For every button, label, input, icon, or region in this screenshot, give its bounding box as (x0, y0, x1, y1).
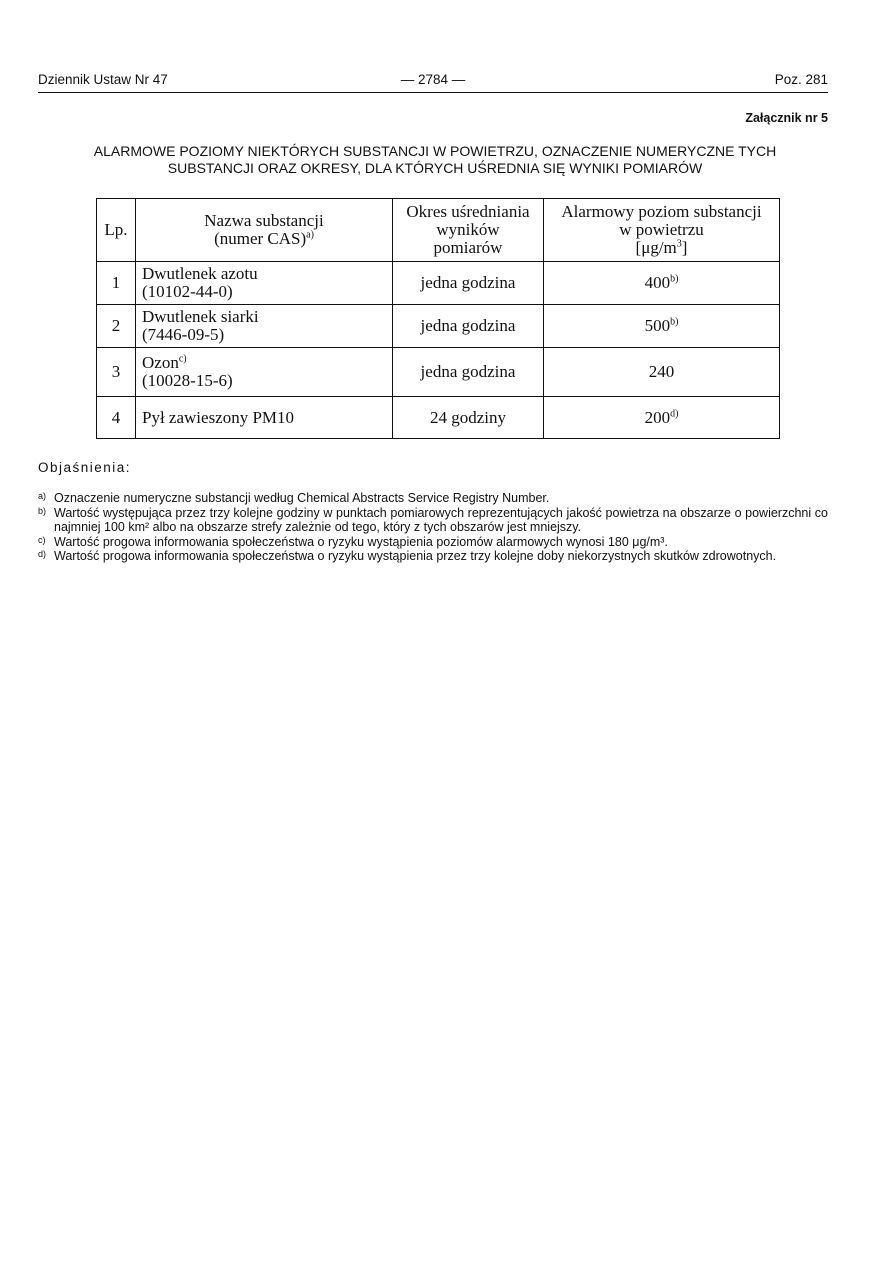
footnote-ref: c) (178, 353, 187, 365)
footnote-text: Oznaczenie numeryczne substancji według Chemical Abstracts Service Registry Number. (54, 491, 550, 505)
table-row (97, 397, 780, 439)
title-line-2: SUBSTANCJI ORAZ OKRESY, DLA KTÓRYCH UŚREDNIA SIĘ WYNIKI POMIARÓW (167, 160, 703, 176)
row-substance (136, 262, 393, 305)
header-period-line-3: pomiarów (433, 238, 503, 257)
footnote-item (38, 491, 828, 506)
header-name-line-1: Nazwa substancji (204, 211, 324, 230)
row-lp: 4 (97, 397, 136, 439)
header-level (544, 199, 780, 262)
header-level-line-2: w powietrzu (619, 220, 704, 239)
row-substance (136, 397, 393, 439)
unit-exponent: 3 (676, 238, 682, 250)
journal-name: Dziennik Ustaw Nr 47 (38, 72, 168, 87)
footnote-ref: a) (306, 229, 314, 241)
annex-label: Załącznik nr 5 (745, 111, 828, 125)
footnote-ref: b) (670, 273, 679, 285)
header-lp: Lp. (97, 199, 136, 262)
row-period: jedna godzina (393, 262, 544, 305)
substance-name: Dwutlenek azotu (142, 264, 258, 283)
substance-name: Pył zawieszony PM10 (142, 407, 295, 427)
footnote-text: Wartość występująca przez trzy kolejne godziny w punktach pomiarowych reprezentujących jakość powietrza na obszarze o powierzchni co najmniej 100 km² albo na obszarze strefy zależnie od tego, który z tych obszarów jest mniejszy. (54, 505, 828, 534)
substance-name: Ozon (142, 353, 179, 372)
row-lp: 2 (97, 305, 136, 348)
footnote-ref: d) (670, 407, 679, 419)
header-name-line-2: (numer CAS) (214, 229, 307, 248)
title-line-1: ALARMOWE POZIOMY NIEKTÓRYCH SUBSTANCJI W POWIETRZU, OZNACZENIE NUMERYCZNE TYCH (93, 143, 777, 159)
page-number: — 2784 — (400, 72, 466, 87)
row-substance (136, 348, 393, 397)
level-value: 500 (644, 316, 671, 335)
level-value: 400 (644, 273, 671, 292)
header-level-line-1: Alarmowy poziom substancji (561, 202, 762, 221)
explanations-heading: Objaśnienia: (38, 460, 132, 475)
footnote-item (38, 506, 828, 535)
substance-name: Dwutlenek siarki (142, 307, 259, 326)
level-value: 240 (648, 362, 675, 381)
row-period: 24 godziny (393, 397, 544, 439)
document-title (40, 143, 830, 177)
table-row (97, 305, 780, 348)
substance-cas: (10028-15-6) (142, 371, 233, 390)
row-lp: 1 (97, 262, 136, 305)
footnote-item (38, 549, 828, 564)
substance-cas: (7446-09-5) (142, 325, 225, 344)
footnote-ref: b) (670, 316, 679, 328)
table-row (97, 262, 780, 305)
row-period: jedna godzina (393, 348, 544, 397)
footnote-mark: c) (38, 534, 46, 545)
header-level-unit: [μg/m (635, 238, 677, 257)
row-period: jedna godzina (393, 305, 544, 348)
header-name (136, 199, 393, 262)
row-level (544, 397, 780, 439)
header-period-line-1: Okres uśredniania (406, 202, 530, 221)
footnote-item (38, 535, 828, 550)
substance-table (96, 198, 780, 439)
substance-cas: (10102-44-0) (142, 282, 233, 301)
row-lp: 3 (97, 348, 136, 397)
table-header-row (97, 199, 780, 262)
row-level (544, 348, 780, 397)
header-level-unit-close: ] (681, 238, 688, 257)
page-header (38, 70, 828, 93)
explanations-list (38, 491, 828, 564)
footnote-mark: a) (38, 491, 47, 501)
footnote-text: Wartość progowa informowania społeczeństwa o ryzyku wystąpienia przez trzy kolejne doby niekorzystnych skutków zdrowotnych. (54, 549, 777, 563)
level-value: 200 (644, 407, 671, 427)
footnote-mark: d) (38, 549, 47, 559)
footnote-text: Wartość progowa informowania społeczeństwa o ryzyku wystąpienia poziomów alarmowych wynosi 180 μg/m³. (54, 534, 668, 549)
table-row (97, 348, 780, 397)
footnote-mark: b) (38, 505, 47, 516)
row-level (544, 262, 780, 305)
row-substance (136, 305, 393, 348)
header-period (393, 199, 544, 262)
row-level (544, 305, 780, 348)
header-period-line-2: wyników (436, 220, 500, 239)
position-number: Poz. 281 (774, 72, 828, 87)
